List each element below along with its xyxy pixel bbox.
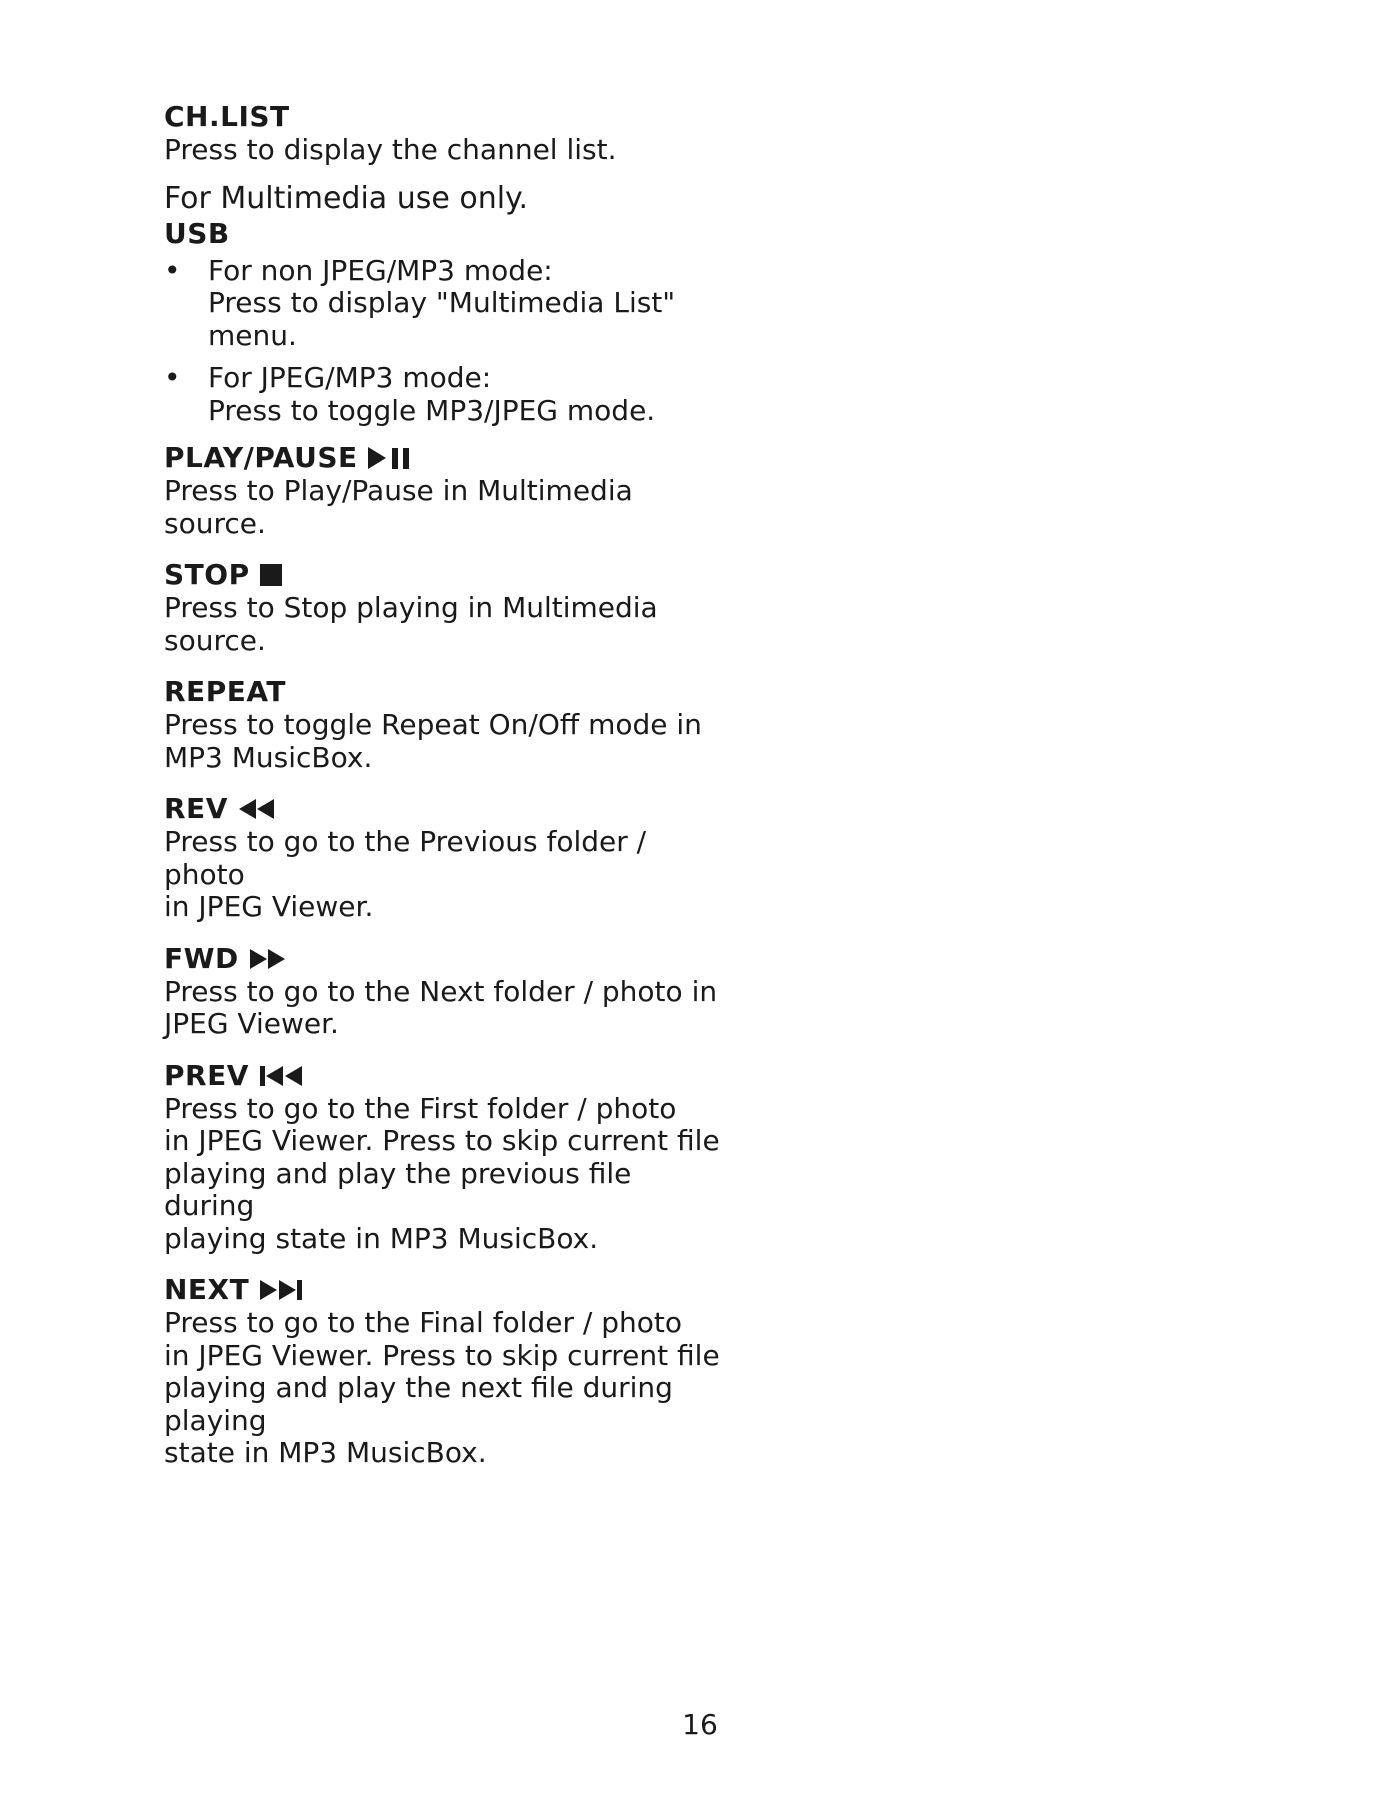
section-usb xyxy=(164,217,724,428)
usb-bullet-list xyxy=(164,255,724,428)
rev-description-line: in JPEG Viewer. xyxy=(164,890,374,923)
stop-heading xyxy=(164,558,724,592)
rewind-icon xyxy=(238,797,276,821)
prev-heading xyxy=(164,1059,724,1093)
chlist-title: CH.LIST xyxy=(164,100,290,133)
next-heading xyxy=(164,1273,724,1307)
stop-description: Press to Stop playing in Multimedia source. xyxy=(164,591,658,657)
next-description-line: Press to go to the Final folder / photo xyxy=(164,1306,682,1339)
usb-title: USB xyxy=(164,216,230,250)
prev-description-line: in JPEG Viewer. Press to skip current file xyxy=(164,1124,720,1157)
fwd-description-line: Press to go to the Next folder / photo in xyxy=(164,974,718,1008)
list-item xyxy=(164,255,724,353)
chlist-description: Press to display the channel list. xyxy=(164,133,617,166)
skip-previous-icon xyxy=(259,1064,309,1088)
bullet-line: menu. xyxy=(208,318,297,352)
fwd-title: FWD xyxy=(164,941,239,975)
section-prev xyxy=(164,1059,724,1256)
next-description-line: playing and play the next file during playing xyxy=(164,1371,673,1437)
repeat-title: REPEAT xyxy=(164,675,286,708)
list-item xyxy=(164,362,724,427)
section-repeat xyxy=(164,675,724,774)
section-chlist xyxy=(164,100,724,167)
bullet-text xyxy=(208,362,724,427)
next-description-line: state in MP3 MusicBox. xyxy=(164,1436,487,1469)
manual-page-content xyxy=(164,100,724,1470)
skip-next-icon xyxy=(259,1278,309,1302)
playpause-title: PLAY/PAUSE xyxy=(164,441,358,474)
repeat-description-line: Press to toggle Repeat On/Off mode in xyxy=(164,708,702,741)
section-rev xyxy=(164,792,724,924)
prev-title: PREV xyxy=(164,1058,249,1092)
section-playpause xyxy=(164,441,724,540)
fwd-description-line: JPEG Viewer. xyxy=(164,1007,339,1040)
fwd-heading xyxy=(164,942,724,976)
bullet-line: Press to display "Multimedia List" xyxy=(208,286,676,319)
section-next xyxy=(164,1273,724,1470)
playpause-heading xyxy=(164,441,724,475)
bullet-mark: • xyxy=(164,253,181,287)
stop-title: STOP xyxy=(164,558,250,591)
section-stop xyxy=(164,558,724,657)
section-fwd xyxy=(164,942,724,1041)
bullet-line: Press to toggle MP3/JPEG mode. xyxy=(208,393,656,427)
rev-title: REV xyxy=(164,792,228,825)
bullet-text xyxy=(208,255,724,353)
multimedia-note: For Multimedia use only. xyxy=(164,180,529,216)
usb-heading xyxy=(164,217,724,251)
stop-icon xyxy=(260,564,282,586)
playpause-description: Press to Play/Pause in Multimedia source. xyxy=(164,474,633,540)
page-number: 16 xyxy=(682,1708,718,1741)
play-pause-icon xyxy=(368,445,412,471)
prev-description-line: playing state in MP3 MusicBox. xyxy=(164,1221,599,1255)
prev-description-line: playing and play the previous file during xyxy=(164,1156,632,1222)
fast-forward-icon xyxy=(249,947,287,971)
bullet-mark: • xyxy=(164,361,181,394)
bullet-line: For JPEG/MP3 mode: xyxy=(208,361,492,394)
repeat-description-line: MP3 MusicBox. xyxy=(164,740,373,774)
bullet-line: For non JPEG/MP3 mode: xyxy=(208,253,553,287)
next-description-line: in JPEG Viewer. Press to skip current file xyxy=(164,1338,720,1372)
rev-heading xyxy=(164,792,724,826)
next-title: NEXT xyxy=(164,1273,250,1306)
repeat-heading xyxy=(164,675,724,709)
chlist-heading xyxy=(164,100,724,134)
rev-description-line: Press to go to the Previous folder / photo xyxy=(164,825,647,891)
prev-description-line: Press to go to the First folder / photo xyxy=(164,1091,677,1125)
